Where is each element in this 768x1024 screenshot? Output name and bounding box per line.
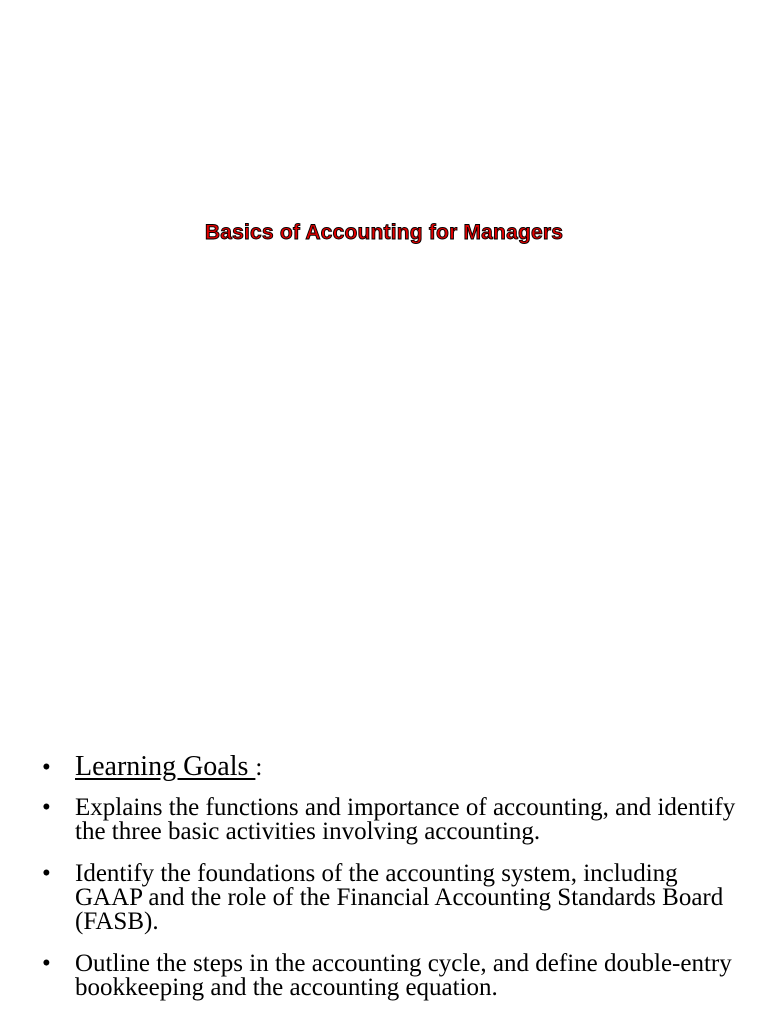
learning-goals-colon: :	[255, 754, 263, 781]
learning-goals-list	[42, 748, 742, 1018]
list-item-text: Explains the functions and importance of accounting, and identify the three basic activities involving accounting.	[75, 794, 736, 845]
list-item-text: Outline the steps in the accounting cycle, and define double-entry bookkeeping and the accounting equation.	[75, 950, 732, 1001]
bullet-icon: •	[42, 860, 51, 887]
list-item	[42, 952, 742, 1000]
learning-goals-label: Learning Goals	[75, 751, 256, 782]
list-item	[42, 862, 742, 934]
bullet-icon: •	[42, 794, 51, 821]
bullet-icon: •	[42, 754, 51, 781]
slide-title: Basics of Accounting for Managers	[204, 221, 564, 244]
list-item-text: Identify the foundations of the accounting system, including GAAP and the role of the Financial Accounting Standards Board (FASB).	[75, 860, 724, 935]
learning-goals-heading	[42, 748, 742, 787]
list-item	[42, 796, 742, 844]
bullet-icon: •	[42, 950, 51, 977]
